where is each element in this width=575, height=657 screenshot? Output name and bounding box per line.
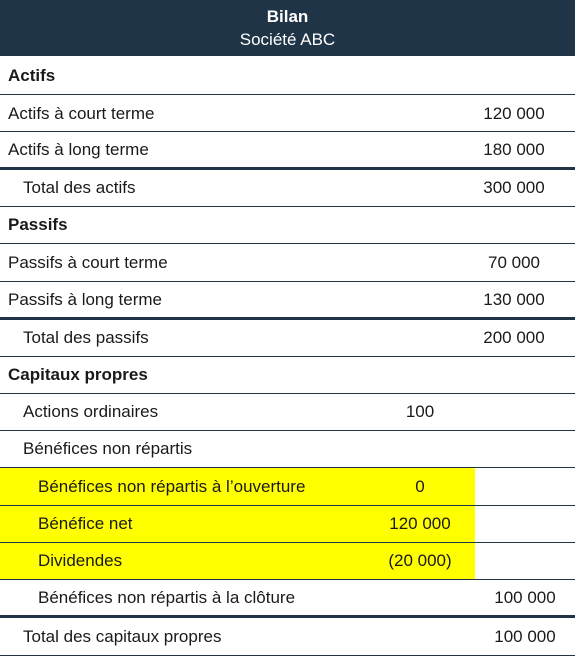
total-label: Total des capitaux propres <box>23 626 222 646</box>
section-heading-actifs <box>0 57 575 94</box>
table-row <box>0 132 575 168</box>
row-label: Passifs à long terme <box>8 290 163 309</box>
total-value: 100 000 <box>494 626 556 646</box>
row-value: 100 000 <box>494 588 556 607</box>
row-label: Actifs à long terme <box>8 140 149 159</box>
section-heading-label: Passifs <box>8 215 68 234</box>
table-row <box>0 468 575 505</box>
total-label: Total des actifs <box>23 178 136 197</box>
sheet-title: Bilan <box>266 7 309 26</box>
table-row <box>0 543 575 579</box>
row-value: 70 000 <box>488 252 540 272</box>
row-value: 130 000 <box>483 290 545 309</box>
table-row <box>0 580 575 616</box>
total-label: Total des passifs <box>23 328 149 347</box>
section-heading-label: Actifs <box>8 65 56 85</box>
table-row <box>0 506 575 542</box>
row-label: Bénéfices non répartis à la clôture <box>38 588 296 607</box>
row-label: Actifs à court terme <box>8 103 155 123</box>
row-value: 120 000 <box>389 514 451 533</box>
row-label: Bénéfices non répartis à l’ouverture <box>38 476 306 496</box>
section-heading-passifs <box>0 207 575 243</box>
row-value: 100 <box>405 402 435 421</box>
table-row <box>0 95 575 132</box>
section-heading-capitaux <box>0 357 575 393</box>
table-row <box>0 394 575 430</box>
row-label: Dividendes <box>38 551 123 570</box>
section-heading-label: Capitaux propres <box>8 365 148 384</box>
total-value: 300 000 <box>483 178 545 197</box>
row-value: 180 000 <box>483 140 545 159</box>
table-row <box>0 244 575 281</box>
row-label: Bénéfices non répartis <box>23 439 193 458</box>
total-row <box>0 320 575 356</box>
row-label: Passifs à court terme <box>8 252 168 272</box>
row-divider <box>0 655 575 656</box>
subheading-row <box>0 431 575 467</box>
row-value: 0 <box>415 476 425 496</box>
row-value: (20 000) <box>388 551 452 570</box>
company-name: Société ABC <box>239 30 336 49</box>
row-label: Bénéfice net <box>38 514 133 533</box>
row-value: 120 000 <box>483 103 545 123</box>
table-row <box>0 282 575 318</box>
total-row <box>0 170 575 206</box>
sheet-header <box>0 0 575 56</box>
total-value: 200 000 <box>483 328 545 347</box>
total-row <box>0 618 575 655</box>
row-label: Actions ordinaires <box>23 402 159 421</box>
